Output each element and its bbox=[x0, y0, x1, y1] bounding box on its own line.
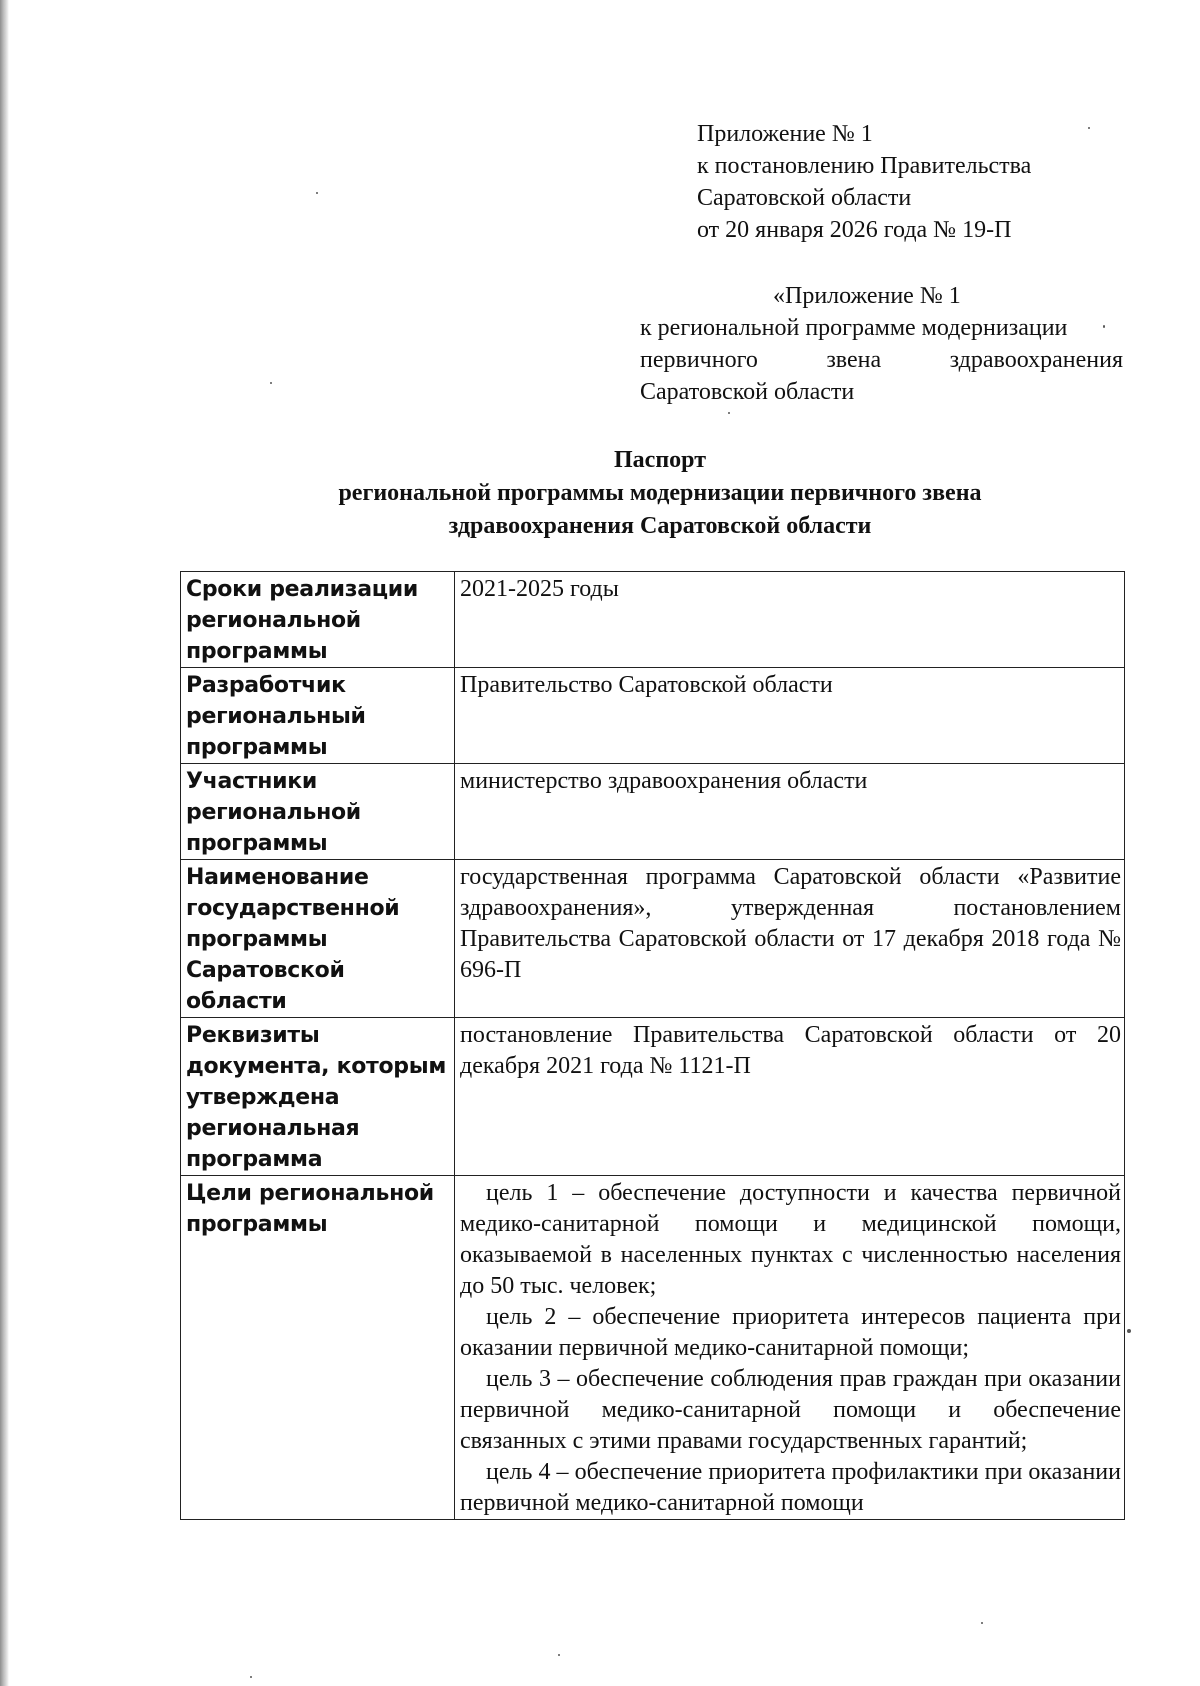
title-line: региональной программы модернизации первичного звена bbox=[338, 480, 982, 506]
scan-speck bbox=[316, 192, 318, 194]
row-value: министерство здравоохранения области bbox=[455, 764, 1125, 860]
inner-appendix-line: Саратовской области bbox=[640, 379, 855, 405]
scan-speck bbox=[981, 1622, 983, 1624]
title-line: здравоохранения Саратовской области bbox=[448, 513, 872, 539]
row-heading: Цели региональной программы bbox=[181, 1176, 455, 1520]
document-title bbox=[170, 444, 1150, 543]
row-heading: Участники региональной программы bbox=[181, 764, 455, 860]
appendix-line: от 20 января 2026 года № 19-П bbox=[697, 217, 1012, 243]
appendix-line: Саратовской области bbox=[697, 185, 912, 211]
table-row bbox=[181, 668, 1125, 764]
scan-speck bbox=[1103, 325, 1105, 328]
row-heading: Разработчик региональный программы bbox=[181, 668, 455, 764]
appendix-line: Приложение № 1 bbox=[697, 121, 873, 147]
goal-item: цель 1 – обеспечение доступности и качества первичной медико-санитарной помощи и медицинской помощи, оказываемой в населенных пунктах с численностью населения до 50 тыс. человек; bbox=[460, 1180, 1121, 1299]
appendix-reference bbox=[697, 118, 1031, 246]
inner-appendix-reference bbox=[640, 280, 1123, 408]
inner-appendix-line: «Приложение № 1 bbox=[773, 283, 961, 309]
table-row bbox=[181, 572, 1125, 668]
inner-appendix-line: первичного звена здравоохранения bbox=[640, 347, 1123, 373]
scan-speck bbox=[1127, 1329, 1131, 1333]
appendix-line: к постановлению Правительства bbox=[697, 153, 1032, 179]
row-value: государственная программа Саратовской области «Развитие здравоохранения», утвержденная постановлением Правительства Саратовской области от 17 декабря 2018 года № 696-П bbox=[455, 860, 1125, 1018]
scan-speck bbox=[558, 1654, 560, 1656]
row-heading: Наименование государственной программы Саратовской области bbox=[181, 860, 455, 1018]
scan-speck bbox=[270, 382, 272, 384]
table-row bbox=[181, 1018, 1125, 1176]
scan-speck bbox=[1088, 127, 1090, 129]
goals-cell bbox=[455, 1176, 1125, 1520]
scan-speck bbox=[250, 1676, 252, 1678]
goal-item: цель 2 – обеспечение приоритета интересов пациента при оказании первичной медико-санитарной помощи; bbox=[460, 1304, 1121, 1361]
table-row bbox=[181, 764, 1125, 860]
scan-speck bbox=[728, 412, 730, 414]
row-heading: Сроки реализации региональной программы bbox=[181, 572, 455, 668]
passport-table bbox=[180, 571, 1125, 1520]
table-row bbox=[181, 1176, 1125, 1520]
title-line: Паспорт bbox=[614, 447, 706, 473]
row-value: 2021-2025 годы bbox=[455, 572, 1125, 668]
goal-item: цель 3 – обеспечение соблюдения прав граждан при оказании первичной медико-санитарной помощи и обеспечение связанных с этими правами государственных гарантий; bbox=[460, 1366, 1121, 1454]
goal-item: цель 4 – обеспечение приоритета профилактики при оказании первичной медико-санитарной помощи bbox=[460, 1459, 1121, 1516]
row-value: постановление Правительства Саратовской области от 20 декабря 2021 года № 1121-П bbox=[455, 1018, 1125, 1176]
scan-edge bbox=[0, 0, 9, 1686]
table-row bbox=[181, 860, 1125, 1018]
inner-appendix-line: к региональной программе модернизации bbox=[640, 315, 1068, 341]
row-heading: Реквизиты документа, которым утверждена региональная программа bbox=[181, 1018, 455, 1176]
row-value: Правительство Саратовской области bbox=[455, 668, 1125, 764]
